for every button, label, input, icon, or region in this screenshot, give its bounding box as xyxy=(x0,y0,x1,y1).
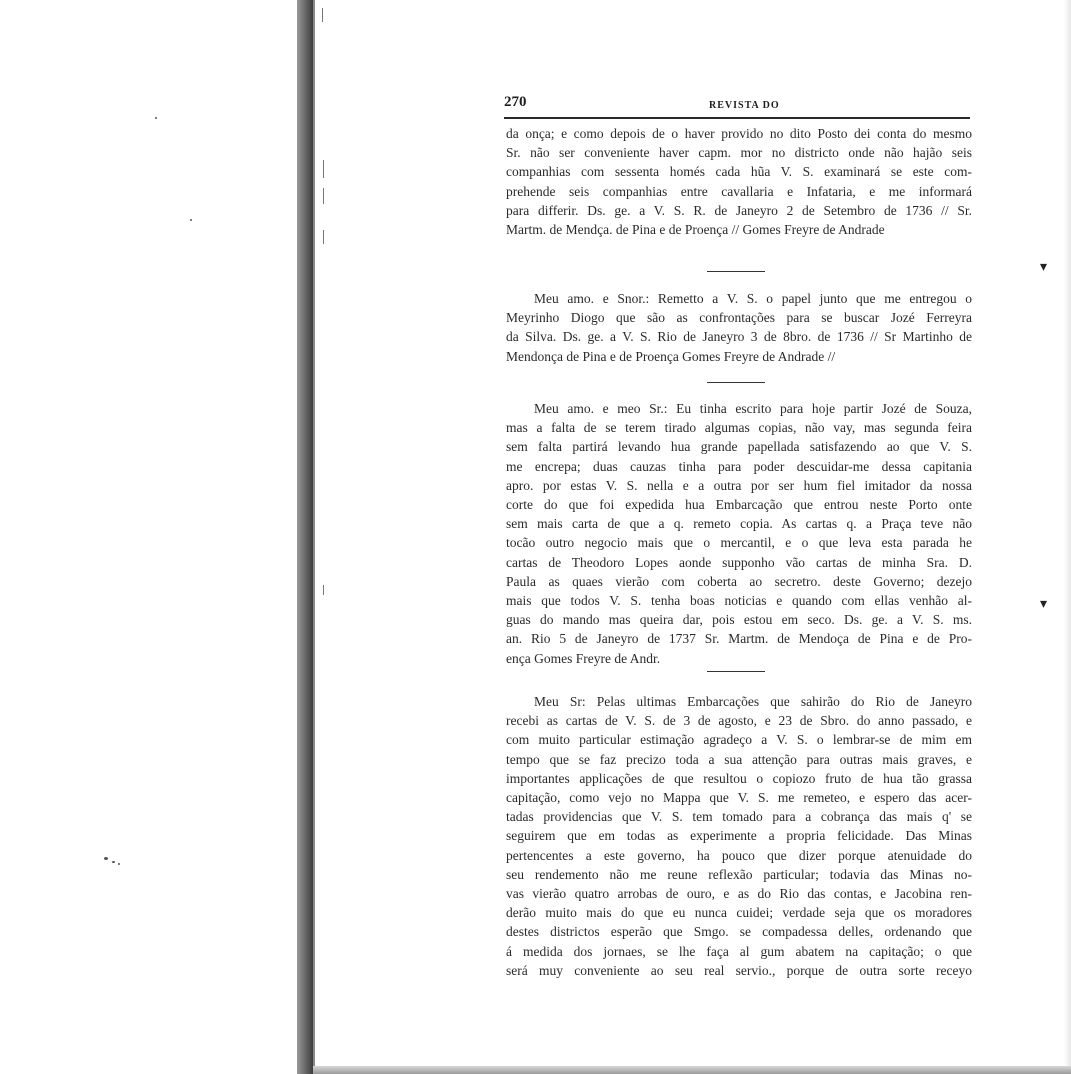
page-edge-mark xyxy=(323,160,324,178)
text-line: Paula as quaes vierão com coberta ao secretro. deste Governo; dezejo xyxy=(506,573,972,589)
paper-speck xyxy=(190,219,192,221)
section-separator xyxy=(707,271,765,272)
page-number: 270 xyxy=(504,94,527,110)
text-line: será muy conveniente ao seu real servio., porque de outra sorte receyo xyxy=(506,962,972,978)
section-separator xyxy=(707,671,765,672)
gutter-edge-line xyxy=(313,0,315,1074)
page-edge-mark xyxy=(323,585,324,595)
text-line: importantes applicações de que resultou o copiozo fruto de hua tão grassa xyxy=(506,770,972,786)
right-page-edge xyxy=(1064,0,1071,1074)
letter-paragraph-2 xyxy=(506,289,972,366)
text-line: cartas de Theodoro Lopes aonde supponho vão cartas de minha Sra. D. xyxy=(506,554,972,570)
page-edge-mark xyxy=(323,230,324,244)
book-spine-gutter xyxy=(297,0,313,1074)
left-page-blank xyxy=(0,0,305,1074)
letter-paragraph-4 xyxy=(506,692,972,980)
text-line: tocão outro negocio mais que o mercantil, e o que leva esta parada he xyxy=(506,535,972,551)
letter-paragraph-3 xyxy=(506,399,972,668)
text-line: com muito particular estimação agradeço a V. S. o lembrar-se de mim em xyxy=(506,732,972,748)
text-line: mais que todos V. S. tenha boas noticias e quando com ellas venhão al- xyxy=(506,593,972,609)
text-line: da onça; e como depois de o haver provido no dito Posto dei conta do mesmo xyxy=(506,126,972,141)
text-line: guas do mando mas queira dar, pois estou em seco. Ds. ge. a V. S. ms. xyxy=(506,612,972,628)
text-line: tadas providencias que V. S. tem tomado para a cobrança das mais q' se xyxy=(506,809,972,825)
text-line: tempo que se faz precizo toda a sua attenção para outras mais graves, e xyxy=(506,751,972,767)
text-line: derão muito mais do que eu nunca cuidei; verdade seja que os moradores xyxy=(506,905,972,921)
header-rule xyxy=(504,117,970,119)
text-line: ença Gomes Freyre de Andr. xyxy=(506,650,661,666)
text-line: corte do que foi expedida hua Embarcação que entrou neste Porto onte xyxy=(506,497,972,513)
paper-speck xyxy=(104,857,108,860)
running-head: REVISTA DO xyxy=(709,100,780,111)
paper-speck xyxy=(118,863,120,865)
text-line: seguirem que em todas as experimente a propria felicidade. Das Minas xyxy=(506,828,972,844)
text-line: me encrepa; duas cauzas tinha para poder descuidar-me dessa capitania xyxy=(506,458,972,474)
text-line: Mendonça de Pina e de Proença Gomes Freyre de Andrade // xyxy=(506,348,836,364)
text-line: Meu Sr: Pelas ultimas Embarcações que sahirão do Rio de Janeyro xyxy=(534,694,972,709)
text-line: vas vierão quatro arrobas de ouro, e as do Rio das contas, e Jacobina ren- xyxy=(506,886,972,902)
text-line: destes districtos esperão que Smgo. se compadessa delles, ordenando que xyxy=(506,924,972,940)
paper-speck xyxy=(112,861,115,863)
text-line: Meyrinho Diogo que são as confrontações para se buscar Jozé Ferreyra xyxy=(506,310,972,326)
section-separator xyxy=(707,382,765,383)
text-line: Meu amo. e meo Sr.: Eu tinha escrito para hoje partir Jozé de Souza, xyxy=(534,401,972,416)
page-edge-mark xyxy=(323,188,324,204)
margin-mark: ▾ xyxy=(1040,597,1048,612)
text-line: sem mais carta de que a q. remeto copia. As cartas q. a Praça teve não xyxy=(506,516,972,532)
text-line: para differir. Ds. ge. a V. S. R. de Janeyro 2 de Setembro de 1736 // Sr. xyxy=(506,202,972,218)
bottom-page-edge xyxy=(313,1066,1071,1074)
text-line: apro. por estas V. S. nella e a outra por ser hum fiel imitador da nossa xyxy=(506,477,972,493)
text-line: á medida dos jornaes, se lhe faça al gum abatem na capitação; o que xyxy=(506,943,972,959)
text-line: capitação, como vejo no Mappa que V. S. me remeteo, e espero das acer- xyxy=(506,790,972,806)
margin-mark: ▾ xyxy=(1040,260,1048,275)
text-line: Meu amo. e Snor.: Remetto a V. S. o papel junto que me entregou o xyxy=(534,291,972,306)
paper-speck xyxy=(155,117,157,119)
text-line: Sr. não ser conveniente haver capm. mor no districto onde não hajão seis xyxy=(506,145,972,161)
page-edge-mark xyxy=(322,8,323,22)
text-line: sem falta partirá levando hua grande papellada satisfazendo ao que V. S. xyxy=(506,439,972,455)
text-line: an. Rio 5 de Janeyro de 1737 Sr. Martm. de Mendoça de Pina e de Pro- xyxy=(506,631,972,647)
text-line: companhias com sessenta homés cada hũa V. S. examinará se este com- xyxy=(506,164,972,180)
text-line: prehende seis companhias entre cavallaria e Infataria, e me informará xyxy=(506,183,972,199)
text-line: pertencentes a este governo, ha pouco que dizer porque atenuidade do xyxy=(506,847,972,863)
text-line: Martm. de Mendça. de Pina e de Proença // Gomes Freyre de Andrade xyxy=(506,222,885,238)
text-line: recebi as cartas de V. S. de 3 de agosto, e 23 de Sbro. do anno passado, e xyxy=(506,713,972,729)
text-line: seu rendemento não me reune reflexão particular; todavia das Minas no- xyxy=(506,866,972,882)
text-line: mas a falta de se terem tirado algumas copias, não vay, mas segunda feira xyxy=(506,420,972,436)
letter-paragraph-1 xyxy=(506,124,972,239)
text-line: da Silva. Ds. ge. a V. S. Rio de Janeyro 3 de 8bro. de 1736 // Sr Martinho de xyxy=(506,329,972,345)
